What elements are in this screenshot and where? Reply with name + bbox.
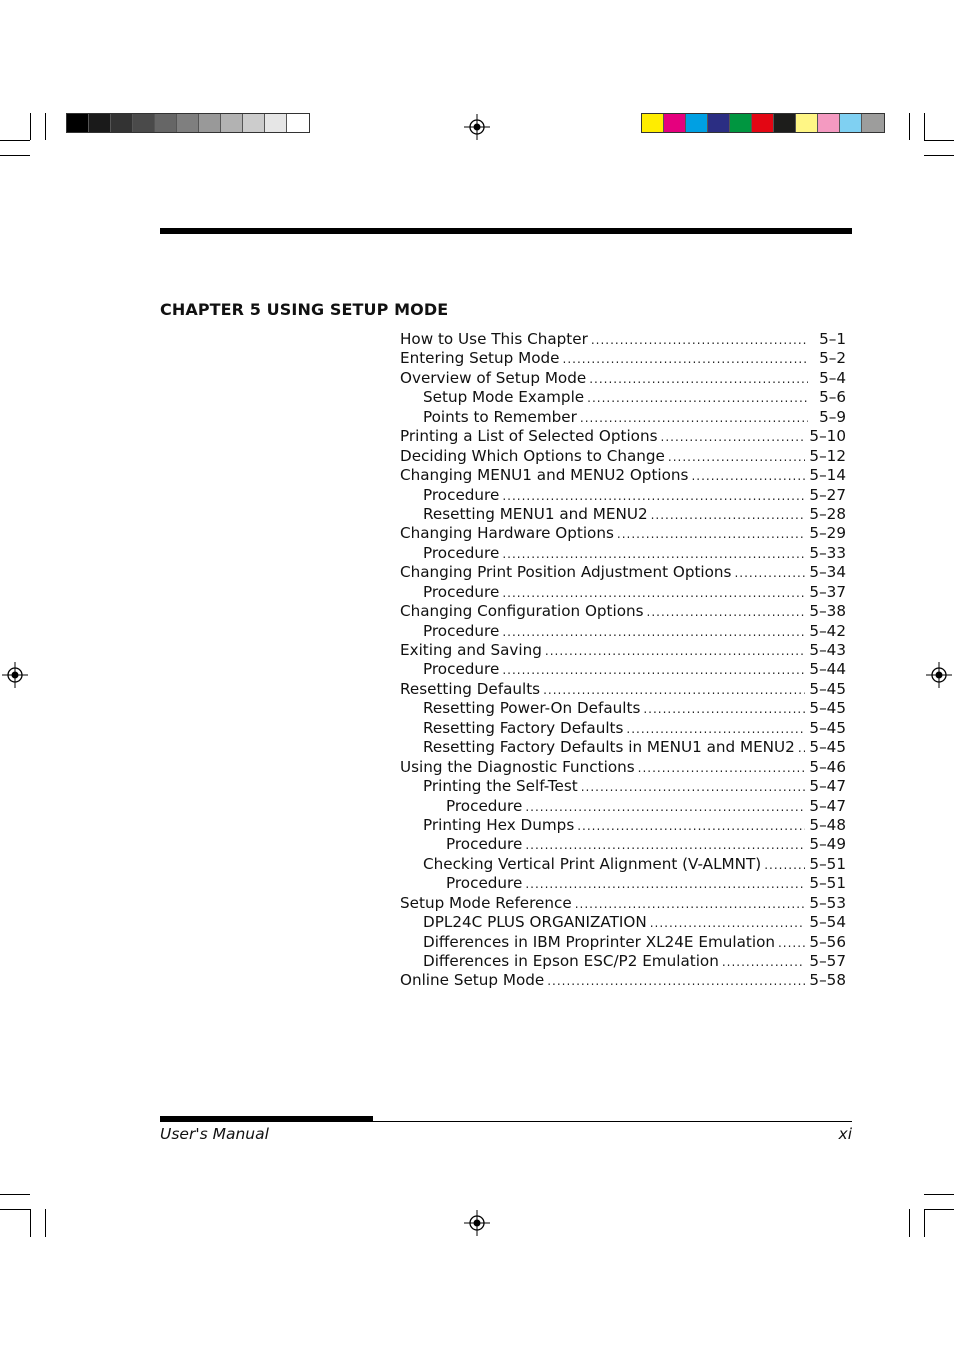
toc-entry-title: Resetting MENU1 and MENU2 <box>423 504 648 523</box>
dot-leader <box>647 603 806 622</box>
crop-mark <box>924 1194 954 1195</box>
color-swatch <box>686 114 708 132</box>
toc-entry[interactable] <box>400 719 846 738</box>
toc-entry[interactable] <box>400 486 846 505</box>
dot-leader <box>589 370 808 389</box>
crop-mark <box>924 1209 954 1210</box>
crop-mark <box>30 1209 31 1237</box>
toc-entry-title: Resetting Factory Defaults in MENU1 and MENU2 <box>423 738 795 757</box>
toc-entry-page: 5–45 <box>809 718 846 737</box>
toc-entry-title: Printing a List of Selected Options <box>400 427 658 446</box>
color-swatch <box>840 114 862 132</box>
toc-entry-title: Differences in Epson ESC/P2 Emulation <box>423 952 719 970</box>
toc-entry-page: 5–56 <box>809 932 846 951</box>
crop-mark <box>0 1194 30 1195</box>
toc-entry[interactable] <box>400 602 846 621</box>
toc-entry-title: Procedure <box>446 874 523 893</box>
crop-mark <box>924 1209 925 1237</box>
footer-manual-title: User's Manual <box>160 1125 269 1143</box>
toc-entry[interactable] <box>400 874 846 893</box>
dot-leader <box>651 506 806 525</box>
toc-entry-page: 5–57 <box>809 952 846 970</box>
dot-leader <box>543 681 805 700</box>
crop-mark <box>909 113 910 140</box>
toc-entry-page: 5–54 <box>809 913 846 932</box>
toc-entry-page: 5–47 <box>809 777 846 796</box>
dot-leader <box>798 739 806 758</box>
toc-entry-title: Overview of Setup Mode <box>400 368 587 387</box>
footer-rule <box>160 1121 852 1122</box>
dot-leader <box>691 467 805 486</box>
color-swatch <box>752 114 774 132</box>
dot-leader <box>661 428 806 447</box>
color-calibration-bar <box>641 113 885 133</box>
color-swatch <box>287 114 309 132</box>
toc-entry-page: 5–58 <box>809 971 846 990</box>
toc-entry-page: 5–51 <box>809 874 846 893</box>
toc-entry[interactable] <box>400 738 846 757</box>
toc-entry[interactable] <box>400 330 846 349</box>
color-swatch <box>708 114 730 132</box>
dot-leader <box>617 525 806 544</box>
toc-entry[interactable] <box>400 544 846 563</box>
toc-entry[interactable] <box>400 466 846 485</box>
toc-entry-page: 5–9 <box>819 407 846 426</box>
toc-entry-page: 5–4 <box>819 368 846 387</box>
toc-entry-page: 5–14 <box>809 466 846 485</box>
registration-mark-icon <box>464 114 490 140</box>
toc-entry-title: Changing Print Position Adjustment Options <box>400 563 732 582</box>
crop-mark <box>0 155 30 156</box>
color-swatch <box>796 114 818 132</box>
dot-leader <box>577 817 805 836</box>
toc-entry-title: Procedure <box>423 621 500 640</box>
chapter-heading: CHAPTER 5 USING SETUP MODE <box>160 300 449 319</box>
toc-entry-title: Resetting Power-On Defaults <box>423 699 641 718</box>
toc-entry-page: 5–2 <box>819 349 846 368</box>
dot-leader <box>734 564 805 583</box>
toc-entry-title: Procedure <box>446 796 523 815</box>
color-swatch <box>664 114 686 132</box>
toc-entry-page: 5–12 <box>809 446 846 465</box>
toc-entry[interactable] <box>400 583 846 602</box>
toc-entry-title: Procedure <box>423 543 500 562</box>
color-swatch <box>265 114 287 132</box>
crop-mark <box>924 113 925 140</box>
toc-entry[interactable] <box>400 835 846 854</box>
registration-mark-icon <box>2 662 28 688</box>
toc-entry[interactable] <box>400 660 846 679</box>
color-swatch <box>89 114 111 132</box>
toc-entry-page: 5–49 <box>809 835 846 854</box>
toc-entry-title: Procedure <box>446 835 523 854</box>
toc-entry[interactable] <box>400 427 846 446</box>
dot-leader <box>575 895 806 914</box>
toc-entry[interactable] <box>400 680 846 699</box>
toc-entry[interactable] <box>400 369 846 388</box>
toc-entry-title: Changing Configuration Options <box>400 602 644 621</box>
toc-entry[interactable] <box>400 563 846 582</box>
toc-entry-title: Printing Hex Dumps <box>423 815 575 834</box>
color-swatch <box>67 114 89 132</box>
toc-entry[interactable] <box>400 622 846 641</box>
toc-entry[interactable] <box>400 758 846 777</box>
dot-leader <box>502 661 805 680</box>
toc-entry[interactable] <box>400 524 846 543</box>
toc-entry[interactable] <box>400 641 846 660</box>
color-swatch <box>199 114 221 132</box>
crop-mark <box>45 1209 46 1237</box>
toc-entry-page: 5–45 <box>809 699 846 718</box>
crop-mark <box>924 155 954 156</box>
toc-entry-title: DPL24C PLUS ORGANIZATION <box>423 913 647 932</box>
toc-entry-title: Checking Vertical Print Alignment (V-ALMNT) <box>423 854 762 873</box>
dot-leader <box>502 487 805 506</box>
dot-leader <box>722 953 806 972</box>
dot-leader <box>563 350 809 369</box>
dot-leader <box>591 331 808 350</box>
dot-leader <box>638 759 806 778</box>
toc-entry-title: Setup Mode Reference <box>400 893 572 912</box>
dot-leader <box>580 409 808 428</box>
toc-entry-page: 5–37 <box>809 582 846 601</box>
dot-leader <box>778 934 805 953</box>
color-swatch <box>730 114 752 132</box>
color-swatch <box>221 114 243 132</box>
color-swatch <box>177 114 199 132</box>
toc-entry-title: Changing Hardware Options <box>400 524 614 543</box>
dot-leader <box>668 448 806 467</box>
toc-entry[interactable] <box>400 855 846 874</box>
toc-entry[interactable] <box>400 447 846 466</box>
toc-entry-page: 5–53 <box>809 893 846 912</box>
toc-entry[interactable] <box>400 913 846 932</box>
toc-entry-title: Exiting and Saving <box>400 641 542 659</box>
toc-entry[interactable] <box>400 699 846 718</box>
toc-entry-page: 5–27 <box>809 485 846 504</box>
toc-entry-page: 5–1 <box>819 330 846 348</box>
toc-entry[interactable] <box>400 894 846 913</box>
crop-mark <box>45 113 46 140</box>
toc-entry-page: 5–43 <box>809 641 846 659</box>
toc-entry-page: 5–29 <box>809 524 846 543</box>
toc-entry[interactable] <box>400 952 846 971</box>
toc-entry-title: Setup Mode Example <box>423 388 585 407</box>
gray-calibration-bar <box>66 113 310 133</box>
dot-leader <box>545 642 806 661</box>
toc-entry-title: Entering Setup Mode <box>400 349 560 368</box>
toc-entry-page: 5–51 <box>809 854 846 873</box>
toc-entry[interactable] <box>400 505 846 524</box>
color-swatch <box>243 114 265 132</box>
toc-entry-title: Resetting Defaults <box>400 679 541 698</box>
crop-mark <box>0 140 30 141</box>
dot-leader <box>581 778 806 797</box>
toc-entry-title: Procedure <box>423 485 500 504</box>
dot-leader <box>626 720 805 739</box>
color-swatch <box>862 114 884 132</box>
toc-entry-page: 5–42 <box>809 621 846 640</box>
dot-leader <box>587 389 808 408</box>
crop-mark <box>924 140 954 141</box>
toc-entry-page: 5–6 <box>819 388 846 407</box>
toc-entry[interactable] <box>400 933 846 952</box>
color-swatch <box>774 114 796 132</box>
toc-entry-page: 5–45 <box>809 679 846 698</box>
color-swatch <box>818 114 840 132</box>
table-of-contents <box>400 330 846 991</box>
toc-entry-title: Printing the Self-Test <box>423 777 578 796</box>
toc-entry-title: Deciding Which Options to Change <box>400 446 665 465</box>
crop-mark <box>0 1209 30 1210</box>
registration-mark-icon <box>926 662 952 688</box>
dot-leader <box>502 584 805 603</box>
color-swatch <box>642 114 664 132</box>
toc-entry-page: 5–48 <box>809 815 846 834</box>
toc-entry-title: Differences in IBM Proprinter XL24E Emulation <box>423 932 775 951</box>
dot-leader <box>547 972 805 991</box>
dot-leader <box>525 875 805 894</box>
color-swatch <box>155 114 177 132</box>
dot-leader <box>525 798 805 817</box>
dot-leader <box>650 914 806 933</box>
toc-entry-title: Online Setup Mode <box>400 971 545 990</box>
toc-entry-page: 5–28 <box>809 504 846 523</box>
toc-entry-page: 5–38 <box>809 602 846 621</box>
dot-leader <box>525 836 805 855</box>
dot-leader <box>643 700 805 719</box>
crop-mark <box>909 1209 910 1237</box>
toc-entry-page: 5–44 <box>809 660 846 679</box>
color-swatch <box>111 114 133 132</box>
toc-entry-page: 5–34 <box>809 563 846 582</box>
toc-entry-page: 5–33 <box>809 543 846 562</box>
header-rule <box>160 228 852 234</box>
toc-entry-page: 5–47 <box>809 796 846 815</box>
toc-entry[interactable] <box>400 349 846 368</box>
registration-mark-icon <box>464 1210 490 1236</box>
toc-entry-title: How to Use This Chapter <box>400 330 588 348</box>
footer-page-number: xi <box>838 1125 852 1143</box>
toc-entry[interactable] <box>400 777 846 796</box>
dot-leader <box>502 623 805 642</box>
toc-entry-title: Changing MENU1 and MENU2 Options <box>400 466 689 485</box>
toc-entry-title: Points to Remember <box>423 407 577 426</box>
toc-entry-title: Resetting Factory Defaults <box>423 718 624 737</box>
toc-entry-page: 5–46 <box>809 757 846 776</box>
toc-entry-page: 5–45 <box>809 738 846 757</box>
toc-entry[interactable] <box>400 971 846 990</box>
dot-leader <box>764 856 805 875</box>
toc-entry-title: Using the Diagnostic Functions <box>400 757 635 776</box>
toc-entry-title: Procedure <box>423 660 500 679</box>
toc-entry-title: Procedure <box>423 582 500 601</box>
toc-entry[interactable] <box>400 797 846 816</box>
color-swatch <box>133 114 155 132</box>
crop-mark <box>30 113 31 140</box>
toc-entry[interactable] <box>400 816 846 835</box>
toc-entry[interactable] <box>400 388 846 407</box>
dot-leader <box>502 545 805 564</box>
toc-entry-page: 5–10 <box>809 427 846 446</box>
toc-entry[interactable] <box>400 408 846 427</box>
